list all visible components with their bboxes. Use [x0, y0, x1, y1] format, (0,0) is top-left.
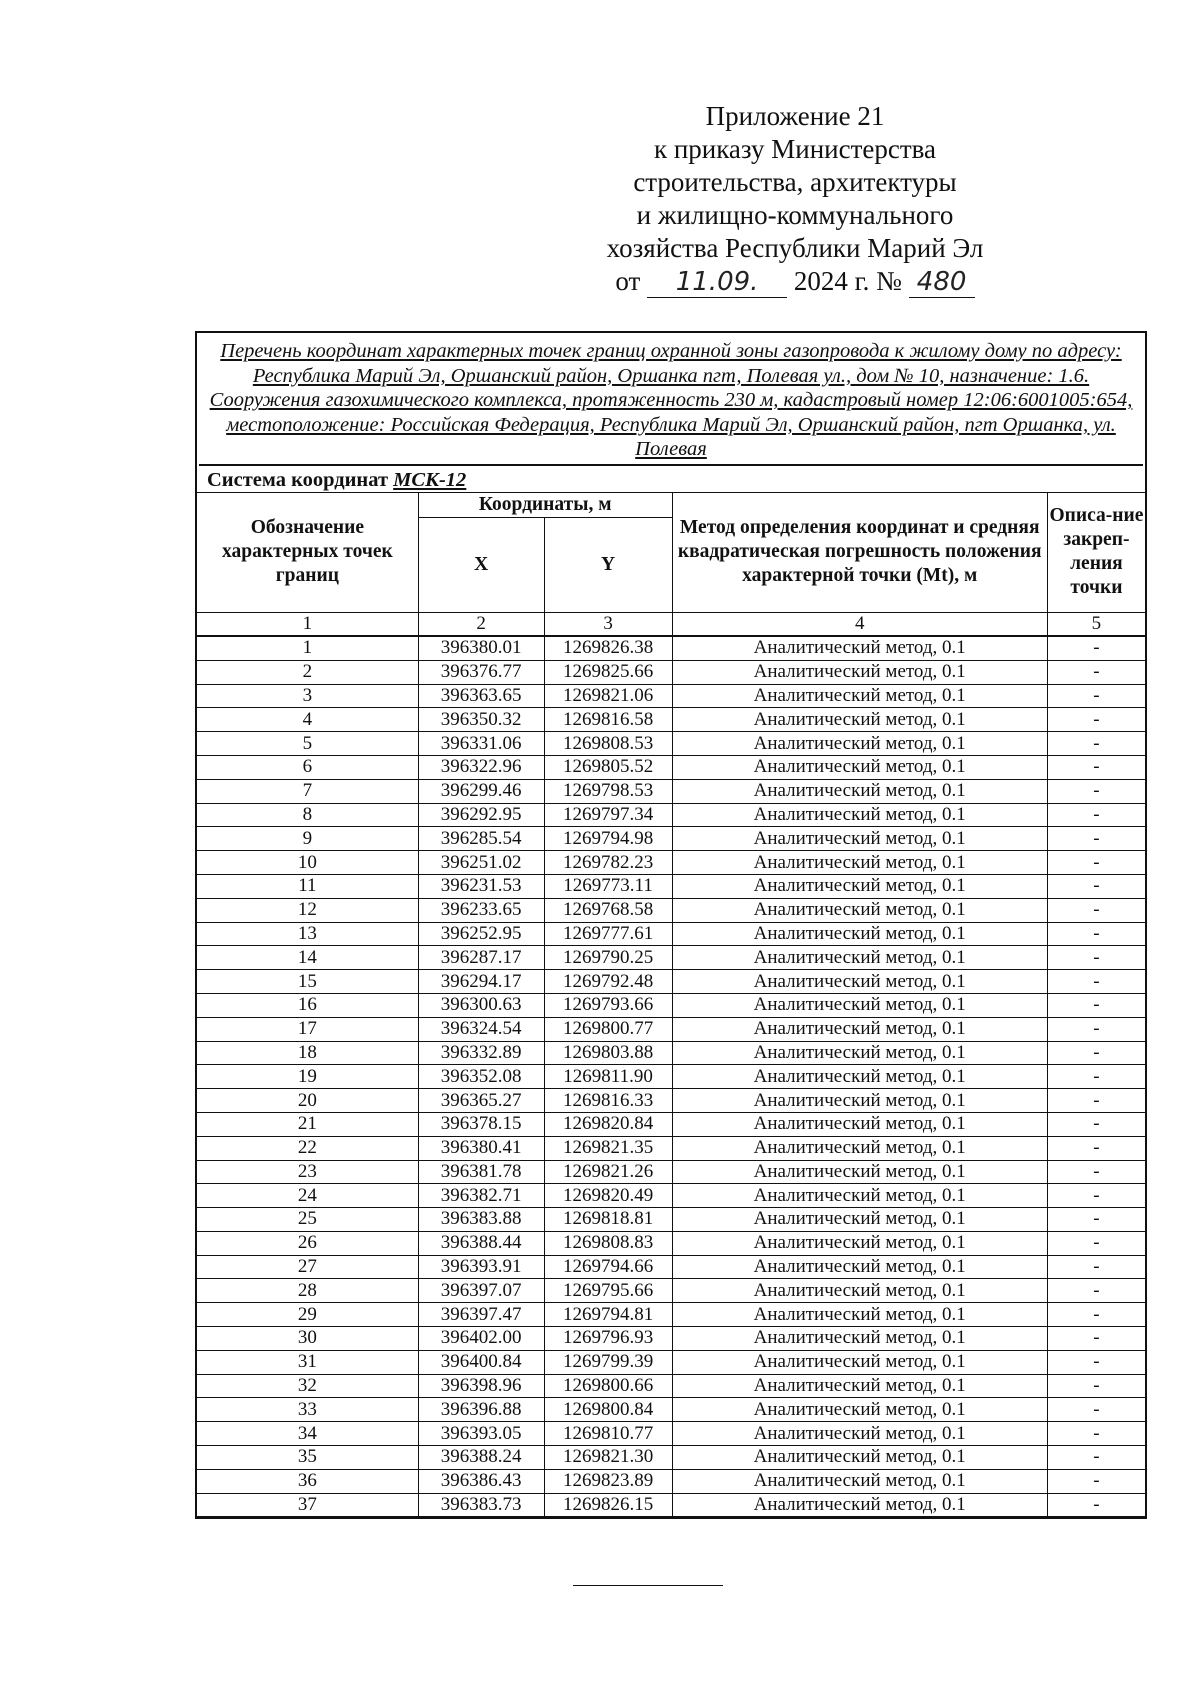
method-cell: Аналитический метод, 0.1 [672, 660, 1047, 684]
description-cell: - [1047, 1255, 1145, 1279]
method-cell: Аналитический метод, 0.1 [672, 779, 1047, 803]
method-cell: Аналитический метод, 0.1 [672, 1374, 1047, 1398]
method-cell: Аналитический метод, 0.1 [672, 1184, 1047, 1208]
method-cell: Аналитический метод, 0.1 [672, 970, 1047, 994]
description-cell: - [1047, 779, 1145, 803]
method-cell: Аналитический метод, 0.1 [672, 1065, 1047, 1089]
y-coordinate-cell: 1269808.83 [544, 1231, 672, 1255]
method-cell: Аналитический метод, 0.1 [672, 1041, 1047, 1065]
y-coordinate-cell: 1269826.15 [544, 1493, 672, 1517]
point-number-cell: 37 [197, 1493, 418, 1517]
coordinates-table [197, 493, 1145, 1517]
description-cell: - [1047, 1279, 1145, 1303]
description-cell: - [1047, 1327, 1145, 1351]
method-cell: Аналитический метод, 0.1 [672, 803, 1047, 827]
table-row [197, 1279, 1145, 1303]
method-cell: Аналитический метод, 0.1 [672, 1303, 1047, 1327]
description-cell: - [1047, 1422, 1145, 1446]
table-row [197, 874, 1145, 898]
method-cell: Аналитический метод, 0.1 [672, 1493, 1047, 1517]
description-cell: - [1047, 1350, 1145, 1374]
col-method-header: Метод определения координат и средняя квадратическая погрешность положения характерной точки (Mt), м [672, 493, 1047, 613]
coordinate-system [197, 468, 1145, 493]
y-coordinate-cell: 1269816.33 [544, 1089, 672, 1113]
method-cell: Аналитический метод, 0.1 [672, 1446, 1047, 1470]
method-cell: Аналитический метод, 0.1 [672, 874, 1047, 898]
y-coordinate-cell: 1269821.26 [544, 1160, 672, 1184]
description-cell: - [1047, 1398, 1145, 1422]
description-cell: - [1047, 732, 1145, 756]
table-row [197, 1327, 1145, 1351]
year-text: 2024 г. № [793, 266, 902, 296]
y-coordinate-cell: 1269811.90 [544, 1065, 672, 1089]
description-cell: - [1047, 1374, 1145, 1398]
table-row [197, 755, 1145, 779]
x-coordinate-cell: 396294.17 [418, 970, 544, 994]
x-coordinate-cell: 396231.53 [418, 874, 544, 898]
x-coordinate-cell: 396332.89 [418, 1041, 544, 1065]
table-row [197, 779, 1145, 803]
y-coordinate-cell: 1269799.39 [544, 1350, 672, 1374]
table-row [197, 1136, 1145, 1160]
point-number-cell: 26 [197, 1231, 418, 1255]
y-coordinate-cell: 1269794.81 [544, 1303, 672, 1327]
point-number-cell: 17 [197, 1017, 418, 1041]
table-row [197, 803, 1145, 827]
method-cell: Аналитический метод, 0.1 [672, 946, 1047, 970]
column-number: 5 [1047, 612, 1145, 636]
appendix-header [575, 100, 1015, 298]
x-coordinate-cell: 396365.27 [418, 1089, 544, 1113]
table-row [197, 1422, 1145, 1446]
description-cell: - [1047, 1065, 1145, 1089]
point-number-cell: 30 [197, 1327, 418, 1351]
y-coordinate-cell: 1269777.61 [544, 922, 672, 946]
table-row [197, 1398, 1145, 1422]
x-coordinate-cell: 396252.95 [418, 922, 544, 946]
method-cell: Аналитический метод, 0.1 [672, 1017, 1047, 1041]
table-row [197, 732, 1145, 756]
method-cell: Аналитический метод, 0.1 [672, 1089, 1047, 1113]
method-cell: Аналитический метод, 0.1 [672, 1255, 1047, 1279]
point-number-cell: 27 [197, 1255, 418, 1279]
y-coordinate-cell: 1269805.52 [544, 755, 672, 779]
method-cell: Аналитический метод, 0.1 [672, 1231, 1047, 1255]
table-row [197, 1089, 1145, 1113]
table-row [197, 708, 1145, 732]
x-coordinate-cell: 396378.15 [418, 1112, 544, 1136]
y-coordinate-cell: 1269790.25 [544, 946, 672, 970]
order-date-line [575, 265, 1015, 298]
method-cell: Аналитический метод, 0.1 [672, 1112, 1047, 1136]
method-cell: Аналитический метод, 0.1 [672, 898, 1047, 922]
column-number: 3 [544, 612, 672, 636]
coordinates-table-body [197, 636, 1145, 1517]
y-coordinate-cell: 1269792.48 [544, 970, 672, 994]
x-coordinate-cell: 396251.02 [418, 851, 544, 875]
x-coordinate-cell: 396380.01 [418, 636, 544, 660]
method-cell: Аналитический метод, 0.1 [672, 1279, 1047, 1303]
table-row [197, 636, 1145, 660]
description-cell: - [1047, 1208, 1145, 1232]
description-cell: - [1047, 922, 1145, 946]
header-line: Приложение 21 [705, 101, 885, 131]
y-coordinate-cell: 1269794.66 [544, 1255, 672, 1279]
description-cell: - [1047, 970, 1145, 994]
description-cell: - [1047, 1184, 1145, 1208]
point-number-cell: 14 [197, 946, 418, 970]
table-row [197, 1255, 1145, 1279]
description-cell: - [1047, 827, 1145, 851]
x-coordinate-cell: 396398.96 [418, 1374, 544, 1398]
point-number-cell: 16 [197, 993, 418, 1017]
description-cell: - [1047, 1089, 1145, 1113]
point-number-cell: 24 [197, 1184, 418, 1208]
header-line: и жилищно-коммунального [636, 200, 954, 230]
table-row [197, 1350, 1145, 1374]
description-cell: - [1047, 1303, 1145, 1327]
header-line: строительства, архитектуры [633, 167, 957, 197]
x-coordinate-cell: 396292.95 [418, 803, 544, 827]
y-coordinate-cell: 1269797.34 [544, 803, 672, 827]
method-cell: Аналитический метод, 0.1 [672, 732, 1047, 756]
point-number-cell: 10 [197, 851, 418, 875]
point-number-cell: 11 [197, 874, 418, 898]
description-cell: - [1047, 993, 1145, 1017]
order-number-handwritten: 480 [909, 267, 975, 298]
y-coordinate-cell: 1269808.53 [544, 732, 672, 756]
point-number-cell: 2 [197, 660, 418, 684]
point-number-cell: 15 [197, 970, 418, 994]
method-cell: Аналитический метод, 0.1 [672, 1160, 1047, 1184]
x-coordinate-cell: 396393.05 [418, 1422, 544, 1446]
method-cell: Аналитический метод, 0.1 [672, 1398, 1047, 1422]
point-number-cell: 9 [197, 827, 418, 851]
x-coordinate-cell: 396299.46 [418, 779, 544, 803]
x-coordinate-cell: 396381.78 [418, 1160, 544, 1184]
table-row [197, 993, 1145, 1017]
method-cell: Аналитический метод, 0.1 [672, 993, 1047, 1017]
table-row [197, 946, 1145, 970]
coordinates-document [195, 331, 1147, 1519]
column-numbers-row [197, 612, 1145, 636]
description-cell: - [1047, 1493, 1145, 1517]
header-line: хозяйства Республики Марий Эл [606, 233, 984, 263]
point-number-cell: 35 [197, 1446, 418, 1470]
col-description-header: Описа-ние закреп-ления точки [1047, 493, 1145, 613]
x-coordinate-cell: 396386.43 [418, 1469, 544, 1493]
description-cell: - [1047, 1231, 1145, 1255]
y-coordinate-cell: 1269818.81 [544, 1208, 672, 1232]
point-number-cell: 23 [197, 1160, 418, 1184]
x-coordinate-cell: 396363.65 [418, 684, 544, 708]
x-coordinate-cell: 396382.71 [418, 1184, 544, 1208]
description-cell: - [1047, 1112, 1145, 1136]
x-coordinate-cell: 396388.24 [418, 1446, 544, 1470]
method-cell: Аналитический метод, 0.1 [672, 1208, 1047, 1232]
x-coordinate-cell: 396400.84 [418, 1350, 544, 1374]
x-coordinate-cell: 396397.47 [418, 1303, 544, 1327]
order-date-handwritten: 11.09. [647, 267, 787, 298]
x-coordinate-cell: 396352.08 [418, 1065, 544, 1089]
x-coordinate-cell: 396383.88 [418, 1208, 544, 1232]
method-cell: Аналитический метод, 0.1 [672, 1136, 1047, 1160]
description-cell: - [1047, 660, 1145, 684]
table-row [197, 1374, 1145, 1398]
y-coordinate-cell: 1269800.66 [544, 1374, 672, 1398]
x-coordinate-cell: 396388.44 [418, 1231, 544, 1255]
x-coordinate-cell: 396380.41 [418, 1136, 544, 1160]
y-coordinate-cell: 1269820.49 [544, 1184, 672, 1208]
list-title: Перечень координат характерных точек границ охранной зоны газопровода к жилому дому по адресу: Республика Марий Эл, Оршанский район, Оршанка пгт, Полевая ул., дом № 10, назначение: 1.6. Сооружения газохимического комплекса, протяженность 230 м, кадастровый номер 12:06:6001005:654, местоположение: Российская Федерация, Республика Марий Эл, Оршанский район, пгт Оршанка, ул. Полевая [199, 335, 1143, 466]
y-coordinate-cell: 1269798.53 [544, 779, 672, 803]
point-number-cell: 1 [197, 636, 418, 660]
method-cell: Аналитический метод, 0.1 [672, 1469, 1047, 1493]
description-cell: - [1047, 803, 1145, 827]
x-coordinate-cell: 396376.77 [418, 660, 544, 684]
description-cell: - [1047, 1136, 1145, 1160]
table-row [197, 1041, 1145, 1065]
y-coordinate-cell: 1269823.89 [544, 1469, 672, 1493]
description-cell: - [1047, 684, 1145, 708]
table-row [197, 1017, 1145, 1041]
point-number-cell: 25 [197, 1208, 418, 1232]
method-cell: Аналитический метод, 0.1 [672, 708, 1047, 732]
table-row [197, 1065, 1145, 1089]
y-coordinate-cell: 1269794.98 [544, 827, 672, 851]
point-number-cell: 20 [197, 1089, 418, 1113]
table-row [197, 1231, 1145, 1255]
x-coordinate-cell: 396324.54 [418, 1017, 544, 1041]
y-coordinate-cell: 1269821.06 [544, 684, 672, 708]
table-row [197, 1112, 1145, 1136]
point-number-cell: 32 [197, 1374, 418, 1398]
table-row [197, 1446, 1145, 1470]
description-cell: - [1047, 636, 1145, 660]
col-x-header: X [418, 517, 544, 612]
x-coordinate-cell: 396322.96 [418, 755, 544, 779]
method-cell: Аналитический метод, 0.1 [672, 636, 1047, 660]
method-cell: Аналитический метод, 0.1 [672, 827, 1047, 851]
point-number-cell: 19 [197, 1065, 418, 1089]
table-row [197, 898, 1145, 922]
point-number-cell: 12 [197, 898, 418, 922]
point-number-cell: 34 [197, 1422, 418, 1446]
y-coordinate-cell: 1269816.58 [544, 708, 672, 732]
y-coordinate-cell: 1269825.66 [544, 660, 672, 684]
date-prefix: от [615, 266, 641, 296]
table-row [197, 1208, 1145, 1232]
method-cell: Аналитический метод, 0.1 [672, 1327, 1047, 1351]
y-coordinate-cell: 1269826.38 [544, 636, 672, 660]
table-row [197, 1160, 1145, 1184]
x-coordinate-cell: 396300.63 [418, 993, 544, 1017]
x-coordinate-cell: 396397.07 [418, 1279, 544, 1303]
y-coordinate-cell: 1269800.77 [544, 1017, 672, 1041]
col-y-header: Y [544, 517, 672, 612]
description-cell: - [1047, 874, 1145, 898]
x-coordinate-cell: 396350.32 [418, 708, 544, 732]
method-cell: Аналитический метод, 0.1 [672, 1422, 1047, 1446]
description-cell: - [1047, 1469, 1145, 1493]
table-row [197, 851, 1145, 875]
y-coordinate-cell: 1269821.30 [544, 1446, 672, 1470]
table-row [197, 684, 1145, 708]
y-coordinate-cell: 1269800.84 [544, 1398, 672, 1422]
x-coordinate-cell: 396383.73 [418, 1493, 544, 1517]
description-cell: - [1047, 1446, 1145, 1470]
point-number-cell: 5 [197, 732, 418, 756]
y-coordinate-cell: 1269821.35 [544, 1136, 672, 1160]
point-number-cell: 6 [197, 755, 418, 779]
point-number-cell: 7 [197, 779, 418, 803]
x-coordinate-cell: 396393.91 [418, 1255, 544, 1279]
col-coordinates-header: Координаты, м [418, 493, 672, 518]
y-coordinate-cell: 1269810.77 [544, 1422, 672, 1446]
point-number-cell: 33 [197, 1398, 418, 1422]
y-coordinate-cell: 1269782.23 [544, 851, 672, 875]
y-coordinate-cell: 1269795.66 [544, 1279, 672, 1303]
y-coordinate-cell: 1269820.84 [544, 1112, 672, 1136]
point-number-cell: 31 [197, 1350, 418, 1374]
description-cell: - [1047, 851, 1145, 875]
x-coordinate-cell: 396402.00 [418, 1327, 544, 1351]
y-coordinate-cell: 1269803.88 [544, 1041, 672, 1065]
table-row [197, 660, 1145, 684]
point-number-cell: 29 [197, 1303, 418, 1327]
method-cell: Аналитический метод, 0.1 [672, 684, 1047, 708]
end-divider [573, 1585, 723, 1586]
point-number-cell: 28 [197, 1279, 418, 1303]
x-coordinate-cell: 396396.88 [418, 1398, 544, 1422]
table-row [197, 1493, 1145, 1517]
point-number-cell: 21 [197, 1112, 418, 1136]
description-cell: - [1047, 1160, 1145, 1184]
description-cell: - [1047, 1017, 1145, 1041]
method-cell: Аналитический метод, 0.1 [672, 922, 1047, 946]
point-number-cell: 13 [197, 922, 418, 946]
y-coordinate-cell: 1269773.11 [544, 874, 672, 898]
description-cell: - [1047, 946, 1145, 970]
coordinate-system-code: МСК-12 [393, 468, 467, 491]
point-number-cell: 3 [197, 684, 418, 708]
header-line: к приказу Министерства [653, 134, 937, 164]
point-number-cell: 22 [197, 1136, 418, 1160]
description-cell: - [1047, 708, 1145, 732]
y-coordinate-cell: 1269796.93 [544, 1327, 672, 1351]
coordinate-system-label: Система координат [207, 468, 389, 491]
description-cell: - [1047, 755, 1145, 779]
method-cell: Аналитический метод, 0.1 [672, 755, 1047, 779]
y-coordinate-cell: 1269793.66 [544, 993, 672, 1017]
table-row [197, 827, 1145, 851]
column-number: 4 [672, 612, 1047, 636]
table-row [197, 922, 1145, 946]
method-cell: Аналитический метод, 0.1 [672, 851, 1047, 875]
point-number-cell: 4 [197, 708, 418, 732]
table-row [197, 1469, 1145, 1493]
x-coordinate-cell: 396331.06 [418, 732, 544, 756]
point-number-cell: 8 [197, 803, 418, 827]
x-coordinate-cell: 396233.65 [418, 898, 544, 922]
column-number: 1 [197, 612, 418, 636]
description-cell: - [1047, 1041, 1145, 1065]
description-cell: - [1047, 898, 1145, 922]
point-number-cell: 18 [197, 1041, 418, 1065]
x-coordinate-cell: 396287.17 [418, 946, 544, 970]
point-number-cell: 36 [197, 1469, 418, 1493]
table-row [197, 970, 1145, 994]
method-cell: Аналитический метод, 0.1 [672, 1350, 1047, 1374]
y-coordinate-cell: 1269768.58 [544, 898, 672, 922]
x-coordinate-cell: 396285.54 [418, 827, 544, 851]
col-designation-header: Обозначение характерных точек границ [197, 493, 418, 613]
table-row [197, 1184, 1145, 1208]
column-number: 2 [418, 612, 544, 636]
table-row [197, 1303, 1145, 1327]
